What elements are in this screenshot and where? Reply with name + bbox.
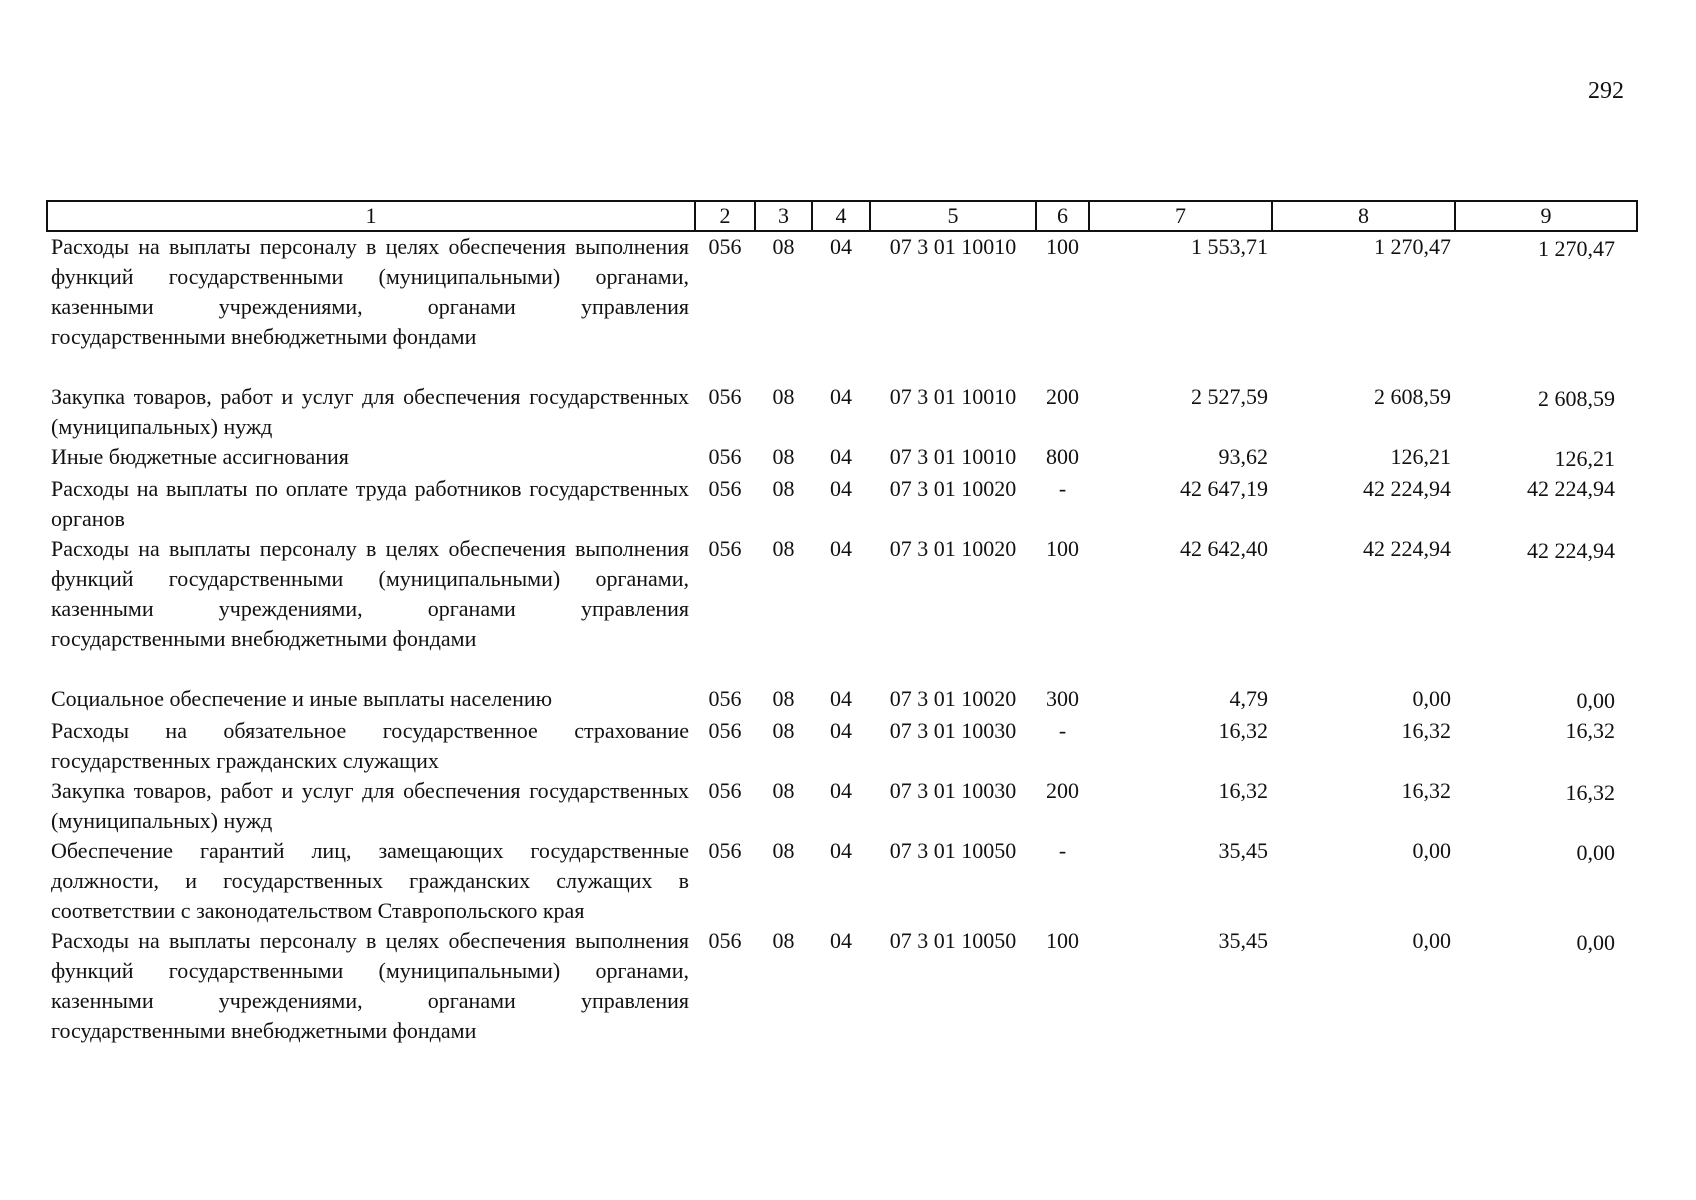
subsection-code: 04 — [830, 476, 852, 501]
expense-name: Социальное обеспечение и иные выплаты населению — [51, 686, 553, 711]
section-code: 08 — [772, 444, 795, 469]
header-col-8: 8 — [1272, 201, 1455, 231]
table-row — [47, 474, 1637, 534]
expense-name: Расходы на выплаты персоналу в целях обеспечения выполнения функций государственными (муниципальными) органами, казенными учреждениями, органами управления государственными внебюджетными фондами — [51, 928, 689, 1043]
amount-col-9: 0,00 — [1576, 930, 1615, 955]
amount-col-8: 0,00 — [1412, 928, 1451, 953]
amount-col-7: 42 647,19 — [1180, 476, 1268, 501]
expense-name: Обеспечение гарантий лиц, замещающих государственные должности, и государственных гражданских служащих в соответствии с законодательством Ставропольского края — [51, 838, 689, 923]
header-col-9: 9 — [1455, 201, 1637, 231]
table-row — [47, 716, 1637, 776]
expense-name: Расходы на выплаты персоналу в целях обеспечения выполнения функций государственными (муниципальными) органами, казенными учреждениями, органами управления государственными внебюджетными фондами — [51, 234, 689, 349]
subsection-code: 04 — [830, 778, 852, 803]
section-code: 08 — [772, 838, 795, 863]
ministry-code: 056 — [708, 778, 742, 803]
section-code: 08 — [772, 234, 795, 259]
amount-col-8: 2 608,59 — [1374, 384, 1451, 409]
expense-type-code: 200 — [1046, 384, 1079, 409]
table-row — [47, 382, 1637, 442]
section-code: 08 — [772, 778, 795, 803]
header-col-5: 5 — [870, 201, 1036, 231]
expense-type-code: 200 — [1046, 778, 1079, 803]
header-col-7: 7 — [1089, 201, 1272, 231]
amount-col-7: 4,79 — [1229, 686, 1268, 711]
target-article-code: 07 3 01 10010 — [889, 234, 1017, 259]
table-row — [47, 776, 1637, 836]
section-code: 08 — [772, 384, 795, 409]
amount-col-7: 35,45 — [1218, 838, 1268, 863]
ministry-code: 056 — [708, 444, 742, 469]
target-article-code: 07 3 01 10030 — [889, 778, 1017, 803]
amount-col-7: 2 527,59 — [1191, 384, 1268, 409]
section-code: 08 — [772, 686, 795, 711]
amount-col-8: 42 224,94 — [1363, 536, 1451, 561]
subsection-code: 04 — [830, 444, 852, 469]
header-row — [47, 201, 1637, 231]
header-col-3: 3 — [755, 201, 812, 231]
ministry-code: 056 — [708, 838, 742, 863]
target-article-code: 07 3 01 10010 — [889, 384, 1017, 409]
amount-col-8: 16,32 — [1401, 718, 1451, 743]
target-article-code: 07 3 01 10010 — [889, 444, 1017, 469]
amount-col-9: 16,32 — [1565, 780, 1615, 805]
subsection-code: 04 — [830, 838, 852, 863]
section-code: 08 — [772, 536, 795, 561]
target-article-code: 07 3 01 10050 — [889, 928, 1017, 953]
amount-col-8: 16,32 — [1401, 778, 1451, 803]
ministry-code: 056 — [708, 928, 742, 953]
subsection-code: 04 — [830, 928, 852, 953]
expense-name: Расходы на обязательное государственное страхование государственных гражданских служащих — [51, 718, 689, 773]
section-code: 08 — [772, 476, 795, 501]
expense-name: Закупка товаров, работ и услуг для обеспечения государственных (муниципальных) нужд — [51, 778, 689, 833]
header-col-6: 6 — [1036, 201, 1089, 231]
target-article-code: 07 3 01 10020 — [889, 476, 1017, 501]
table-row — [47, 534, 1637, 684]
amount-col-9: 42 224,94 — [1527, 538, 1615, 563]
ministry-code: 056 — [708, 384, 742, 409]
ministry-code: 056 — [708, 536, 742, 561]
expense-name: Расходы на выплаты персоналу в целях обеспечения выполнения функций государственными (муниципальными) органами, казенными учреждениями, органами управления государственными внебюджетными фондами — [51, 536, 689, 651]
amount-col-7: 93,62 — [1218, 444, 1268, 469]
expense-name: Иные бюджетные ассигнования — [51, 444, 349, 469]
amount-col-8: 1 270,47 — [1374, 234, 1451, 259]
ministry-code: 056 — [708, 234, 742, 259]
amount-col-9: 0,00 — [1576, 840, 1615, 865]
amount-col-7: 42 642,40 — [1180, 536, 1268, 561]
table-body — [47, 231, 1637, 1046]
amount-col-8: 0,00 — [1412, 686, 1451, 711]
expense-type-code: 300 — [1046, 686, 1079, 711]
amount-col-8: 126,21 — [1390, 444, 1451, 469]
amount-col-9: 42 224,94 — [1527, 476, 1615, 501]
table-row — [47, 231, 1637, 382]
expense-type-code: - — [1058, 476, 1067, 501]
subsection-code: 04 — [830, 536, 852, 561]
target-article-code: 07 3 01 10050 — [889, 838, 1017, 863]
header-col-2: 2 — [695, 201, 755, 231]
table-header — [47, 201, 1637, 231]
table-row — [47, 442, 1637, 474]
header-col-4: 4 — [812, 201, 870, 231]
ministry-code: 056 — [708, 718, 742, 743]
amount-col-9: 16,32 — [1565, 718, 1615, 743]
subsection-code: 04 — [830, 718, 852, 743]
expense-type-code: - — [1058, 718, 1067, 743]
ministry-code: 056 — [708, 686, 742, 711]
subsection-code: 04 — [830, 686, 852, 711]
expense-name: Закупка товаров, работ и услуг для обеспечения государственных (муниципальных) нужд — [51, 384, 689, 439]
subsection-code: 04 — [830, 234, 852, 259]
amount-col-7: 16,32 — [1218, 778, 1268, 803]
page-number: 292 — [1588, 78, 1624, 104]
ministry-code: 056 — [708, 476, 742, 501]
expense-type-code: - — [1058, 838, 1067, 863]
expense-type-code: 800 — [1046, 444, 1079, 469]
target-article-code: 07 3 01 10030 — [889, 718, 1017, 743]
amount-col-8: 42 224,94 — [1363, 476, 1451, 501]
amount-col-7: 35,45 — [1218, 928, 1268, 953]
amount-col-9: 1 270,47 — [1538, 236, 1615, 261]
target-article-code: 07 3 01 10020 — [889, 536, 1017, 561]
table-row — [47, 926, 1637, 1046]
expense-type-code: 100 — [1046, 234, 1079, 259]
expense-type-code: 100 — [1046, 536, 1079, 561]
section-code: 08 — [772, 718, 795, 743]
table-row — [47, 684, 1637, 716]
amount-col-7: 16,32 — [1218, 718, 1268, 743]
target-article-code: 07 3 01 10020 — [889, 686, 1017, 711]
amount-col-7: 1 553,71 — [1191, 234, 1268, 259]
section-code: 08 — [772, 928, 795, 953]
expense-type-code: 100 — [1046, 928, 1079, 953]
amount-col-9: 126,21 — [1554, 446, 1615, 471]
header-col-1: 1 — [47, 201, 695, 231]
subsection-code: 04 — [830, 384, 852, 409]
amount-col-9: 2 608,59 — [1538, 386, 1615, 411]
budget-table — [46, 200, 1638, 1046]
amount-col-9: 0,00 — [1576, 688, 1615, 713]
expense-name: Расходы на выплаты по оплате труда работников государственных органов — [51, 476, 689, 531]
amount-col-8: 0,00 — [1412, 838, 1451, 863]
table-row — [47, 836, 1637, 926]
